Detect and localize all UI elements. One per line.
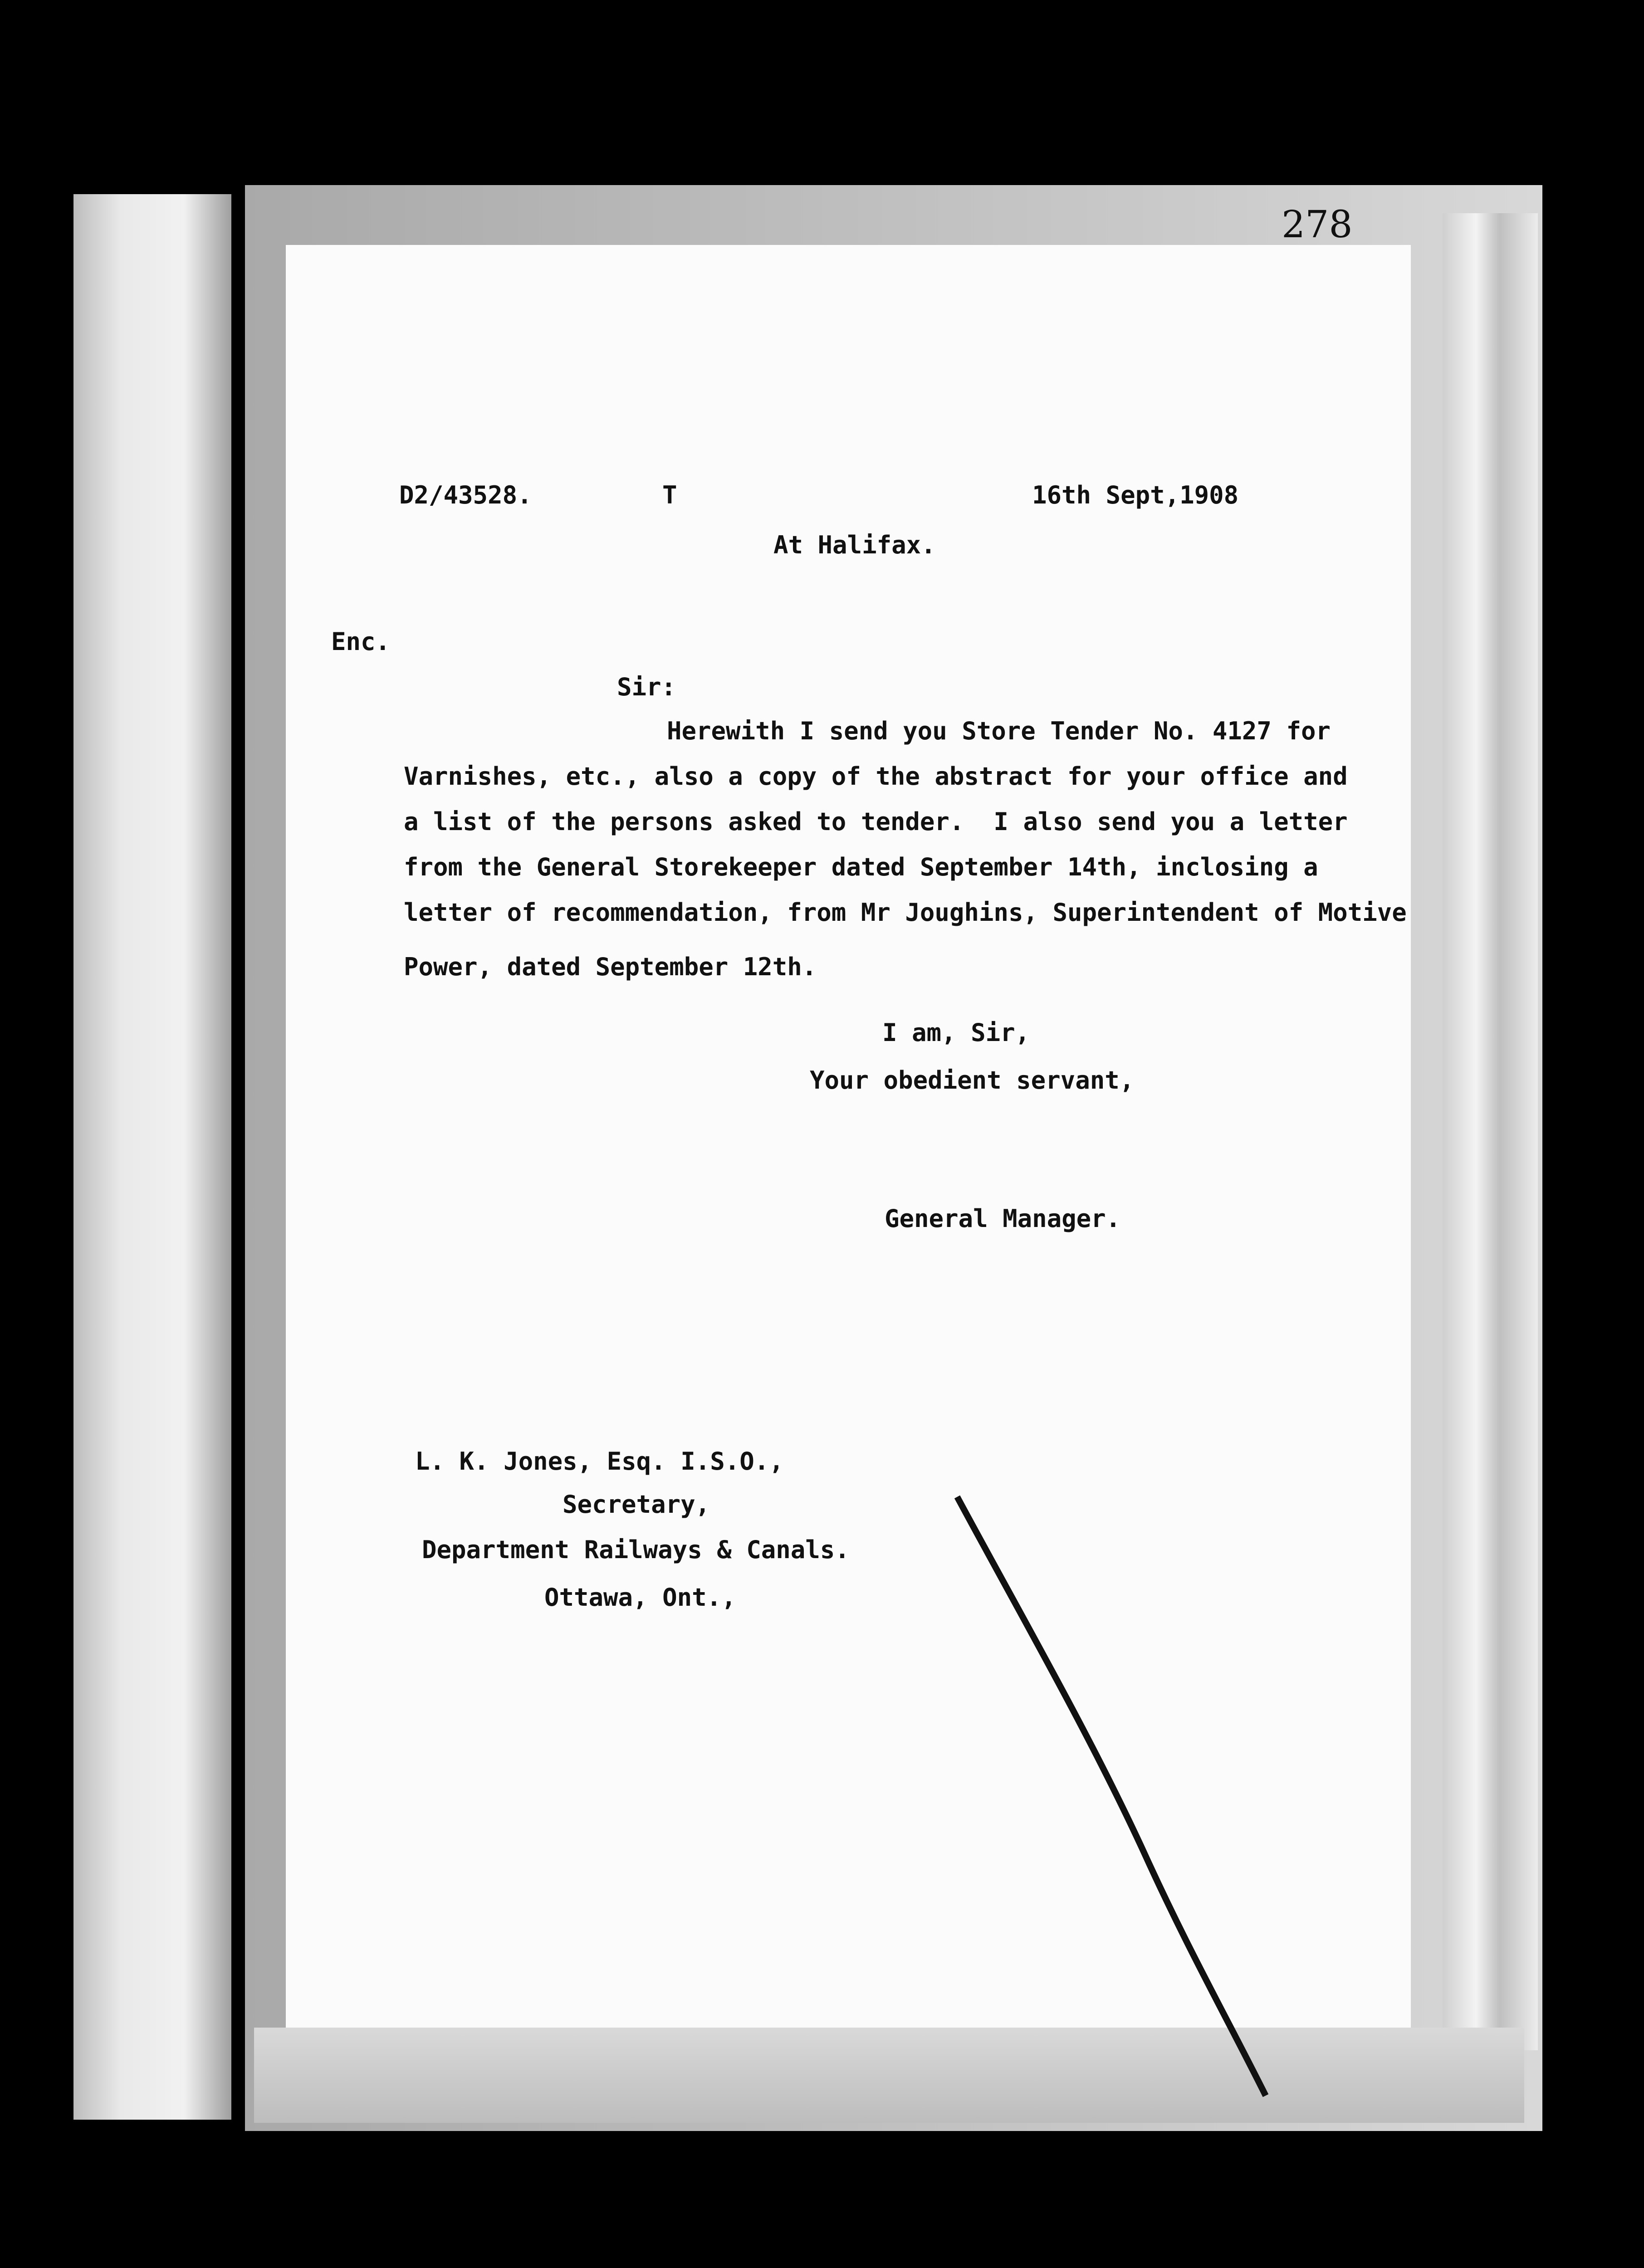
salutation: Sir: [617,673,676,701]
recipient-department: Department Railways & Canals. [422,1535,850,1564]
body-line: from the General Storekeeper dated September 14th, inclosing a [404,853,1318,881]
page-stack-edge [1443,213,1538,2050]
recipient-city: Ottawa, Ont., [544,1583,736,1612]
signatory-title: General Manager. [885,1204,1121,1233]
letter-date: 16th Sept,1908 [1032,481,1239,509]
file-reference: D2/43528. [399,481,532,509]
recipient-title: Secretary, [563,1490,710,1519]
closing-line: Your obedient servant, [810,1066,1135,1095]
left-film-strip [73,194,231,2120]
letter-page [286,245,1411,2028]
addressee-location: At Halifax. [773,531,936,559]
body-line: a list of the persons asked to tender. I also send you a letter [404,807,1348,836]
closing-line: I am, Sir, [882,1018,1030,1047]
body-line: Herewith I send you Store Tender No. 4127 for [667,717,1331,745]
page-bottom-edge [254,2028,1524,2123]
reference-mark: T [662,481,677,509]
body-line: Varnishes, etc., also a copy of the abstract for your office and [404,762,1348,791]
body-line: letter of recommendation, from Mr Joughins, Superintendent of Motive [404,898,1407,927]
page-number: 278 [1282,203,1353,246]
recipient-name: L. K. Jones, Esq. I.S.O., [415,1447,784,1476]
enclosure-label: Enc. [331,627,391,656]
body-line: Power, dated September 12th. [404,953,817,981]
